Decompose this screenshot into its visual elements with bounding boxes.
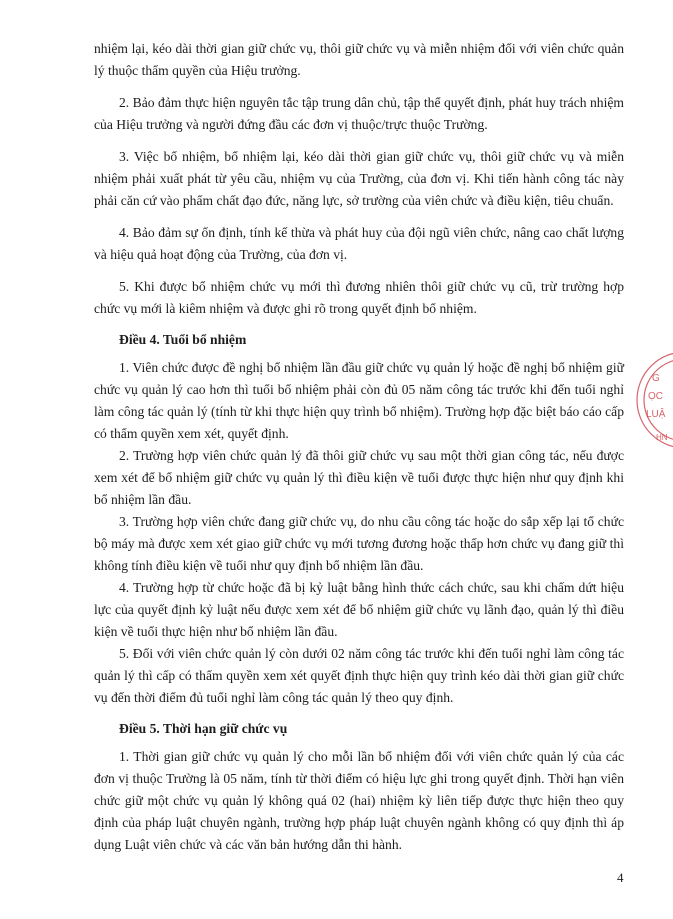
- page-number: 4: [617, 870, 624, 885]
- article-4-clause-2: 2. Trường hợp viên chức quản lý đã thôi giữ chức vụ sau một thời gian công tác, nếu được xem xét để bổ nhiệm giữ chức vụ quản lý thì điều kiện về tuổi được thực hiện như quy định khi bổ nhiệm lần đầu.: [94, 448, 624, 507]
- stamp-fragment: ỌC: [648, 391, 663, 402]
- article-5-heading: Điều 5. Thời hạn giữ chức vụ: [119, 721, 288, 736]
- article-4-clause-4: 4. Trường hợp từ chức hoặc đã bị kỷ luật bằng hình thức cách chức, sau khi chấm dứt hiệu lực của quyết định kỷ luật nếu được xem xét để bổ nhiệm giữ chức vụ lãnh đạo, quản lý thì điều kiện về tuổi thực hiện như bổ nhiệm lần đầu.: [94, 580, 624, 639]
- stamp-fragment: G: [652, 373, 660, 384]
- document-body: [94, 38, 624, 856]
- paragraph-continued: nhiệm lại, kéo dài thời gian giữ chức vụ, thôi giữ chức vụ và miễn nhiệm đối với viên chức quản lý thuộc thẩm quyền của Hiệu trưởng.: [94, 41, 624, 78]
- paragraph-item-3: 3. Việc bổ nhiệm, bổ nhiệm lại, kéo dài thời gian giữ chức vụ, thôi giữ chức vụ và miễn nhiệm phải xuất phát từ yêu cầu, nhiệm vụ của Trường, của đơn vị. Khi tiến hành công tác này phải căn cứ vào phẩm chất đạo đức, năng lực, sở trường của viên chức và điều kiện, tiêu chuẩn.: [94, 149, 624, 208]
- paragraph-item-2: 2. Bảo đảm thực hiện nguyên tắc tập trung dân chủ, tập thể quyết định, phát huy trách nhiệm của Hiệu trưởng và người đứng đầu các đơn vị thuộc/trực thuộc Trường.: [94, 95, 624, 132]
- article-4-heading: Điều 4. Tuổi bổ nhiệm: [119, 332, 247, 347]
- article-4-clause-5: 5. Đối với viên chức quản lý còn dưới 02 năm công tác trước khi đến tuổi nghỉ làm công tác quản lý thì cấp có thẩm quyền xem xét quyết định thực hiện quy trình kéo dài thời gian giữ chức vụ đến thời điểm đủ tuổi nghỉ làm công tác quản lý theo quy định.: [94, 646, 624, 705]
- paragraph-item-4: 4. Bảo đảm sự ổn định, tính kế thừa và phát huy của đội ngũ viên chức, nâng cao chất lượng và hiệu quả hoạt động của Trường, của đơn vị.: [94, 225, 624, 262]
- stamp-fragment: LUẬ: [646, 409, 666, 420]
- article-5-clause-1: 1. Thời gian giữ chức vụ quản lý cho mỗi lần bổ nhiệm đối với viên chức quản lý của các đơn vị thuộc Trường là 05 năm, tính từ thời điểm có hiệu lực ghi trong quyết định. Thời hạn viên chức giữ một chức vụ quản lý không quá 02 (hai) nhiệm kỳ liên tiếp được thực hiện theo quy định của pháp luật chuyên ngành, trường hợp pháp luật chuyên ngành không có quy định thì áp dụng Luật viên chức và các văn bản hướng dẫn thi hành.: [94, 749, 624, 852]
- stamp-fragment: HN: [656, 433, 668, 442]
- article-4-clause-1: 1. Viên chức được đề nghị bổ nhiệm lần đầu giữ chức vụ quản lý hoặc đề nghị bổ nhiệm giữ chức vụ quản lý cao hơn thì tuổi bổ nhiệm phải còn đủ 05 năm công tác trước khi đến tuổi nghỉ làm công tác quản lý (tính từ khi thực hiện quy trình bổ nhiệm). Trường hợp đặc biệt báo cáo cấp có thẩm quyền xem xét, quyết định.: [94, 360, 624, 441]
- article-4-clause-3: 3. Trường hợp viên chức đang giữ chức vụ, do nhu cầu công tác hoặc do sắp xếp lại tổ chức bộ máy mà được xem xét giao giữ chức vụ mới tương đương hoặc thấp hơn chức vụ đang giữ thì không tính điều kiện về tuổi như quy định bổ nhiệm lần đầu.: [94, 514, 624, 573]
- paragraph-item-5: 5. Khi được bổ nhiệm chức vụ mới thì đương nhiên thôi giữ chức vụ cũ, trừ trường hợp chức vụ mới là kiêm nhiệm và được ghi rõ trong quyết định bổ nhiệm.: [94, 279, 624, 316]
- red-seal-stamp: [630, 345, 673, 455]
